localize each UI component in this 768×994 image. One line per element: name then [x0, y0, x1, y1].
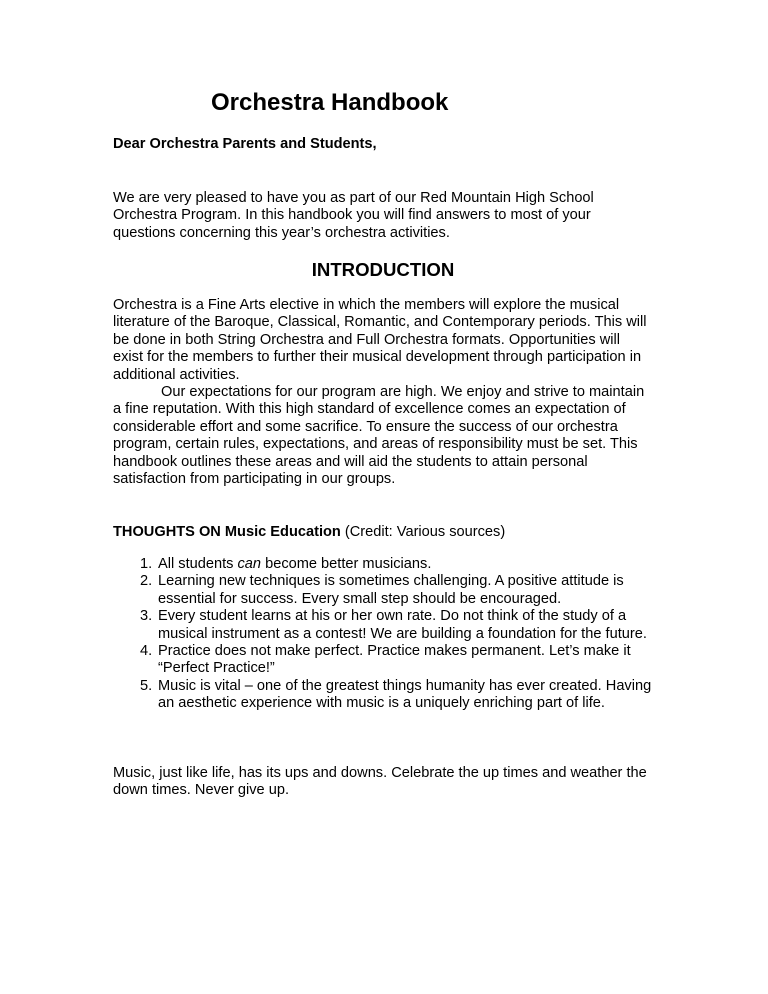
list-item-number: 5. — [140, 677, 153, 694]
introduction-heading: INTRODUCTION — [311, 259, 455, 280]
introduction-paragraph-2: Our expectations for our program are high. We enjoy and strive to maintain a fine reputation. With this high standard of excellence comes an expectation of considerable effort and some sacrifice. To ensure the success of our orchestra program, certain rules, expectations, and areas of responsibility must be set. This handbook outlines these areas and will aid the students to attain personal satisfaction from participating in our groups. — [113, 384, 645, 488]
thoughts-list — [113, 556, 653, 713]
thoughts-heading-title: THOUGHTS ON Music Education — [113, 524, 341, 540]
thoughts-heading — [113, 524, 505, 541]
list-item-number: 1. — [140, 556, 153, 572]
page-title: Orchestra Handbook — [211, 89, 449, 116]
list-item — [113, 643, 653, 678]
list-item — [113, 573, 653, 608]
list-item-text: Practice does not make perfect. Practice makes permanent. Let’s make it “Perfect Practice!” — [158, 643, 631, 677]
introduction-paragraph-1: Orchestra is a Fine Arts elective in which the members will explore the musical literature of the Baroque, Classical, Romantic, and Contemporary periods. This will be done in both String Orchestra and Full Orchestra formats. Opportunities will exist for the members to further their musical development through participation in additional activities. — [113, 297, 647, 383]
thoughts-heading-credit: (Credit: Various sources) — [340, 524, 506, 540]
closing-paragraph: Music, just like life, has its ups and downs. Celebrate the up times and weather the down times. Never give up. — [113, 765, 647, 799]
list-item-text: Every student learns at his or her own rate. Do not think of the study of a musical instrument as a contest! We are building a foundation for the future. — [158, 608, 647, 642]
list-item — [113, 556, 653, 573]
list-item-number: 3. — [140, 608, 153, 625]
list-item-emphasis: can — [237, 556, 262, 572]
welcome-paragraph: We are very pleased to have you as part of our Red Mountain High School Orchestra Program. In this handbook you will find answers to most of your questions concerning this year’s orchestra activities. — [113, 190, 594, 241]
list-item-number: 4. — [140, 643, 153, 660]
salutation: Dear Orchestra Parents and Students, — [113, 136, 377, 152]
list-item-text: All students — [158, 556, 238, 572]
list-item — [113, 608, 653, 643]
handbook-page — [113, 0, 653, 994]
list-item-text: Learning new techniques is sometimes challenging. A positive attitude is essential for success. Every small step should be encouraged. — [158, 573, 624, 607]
list-item-text: Music is vital – one of the greatest things humanity has ever created. Having an aesthetic experience with music is a uniquely enriching part of life. — [158, 677, 652, 712]
list-item-text: become better musicians. — [261, 556, 432, 572]
list-item — [113, 678, 653, 713]
list-item-number: 2. — [140, 573, 153, 590]
